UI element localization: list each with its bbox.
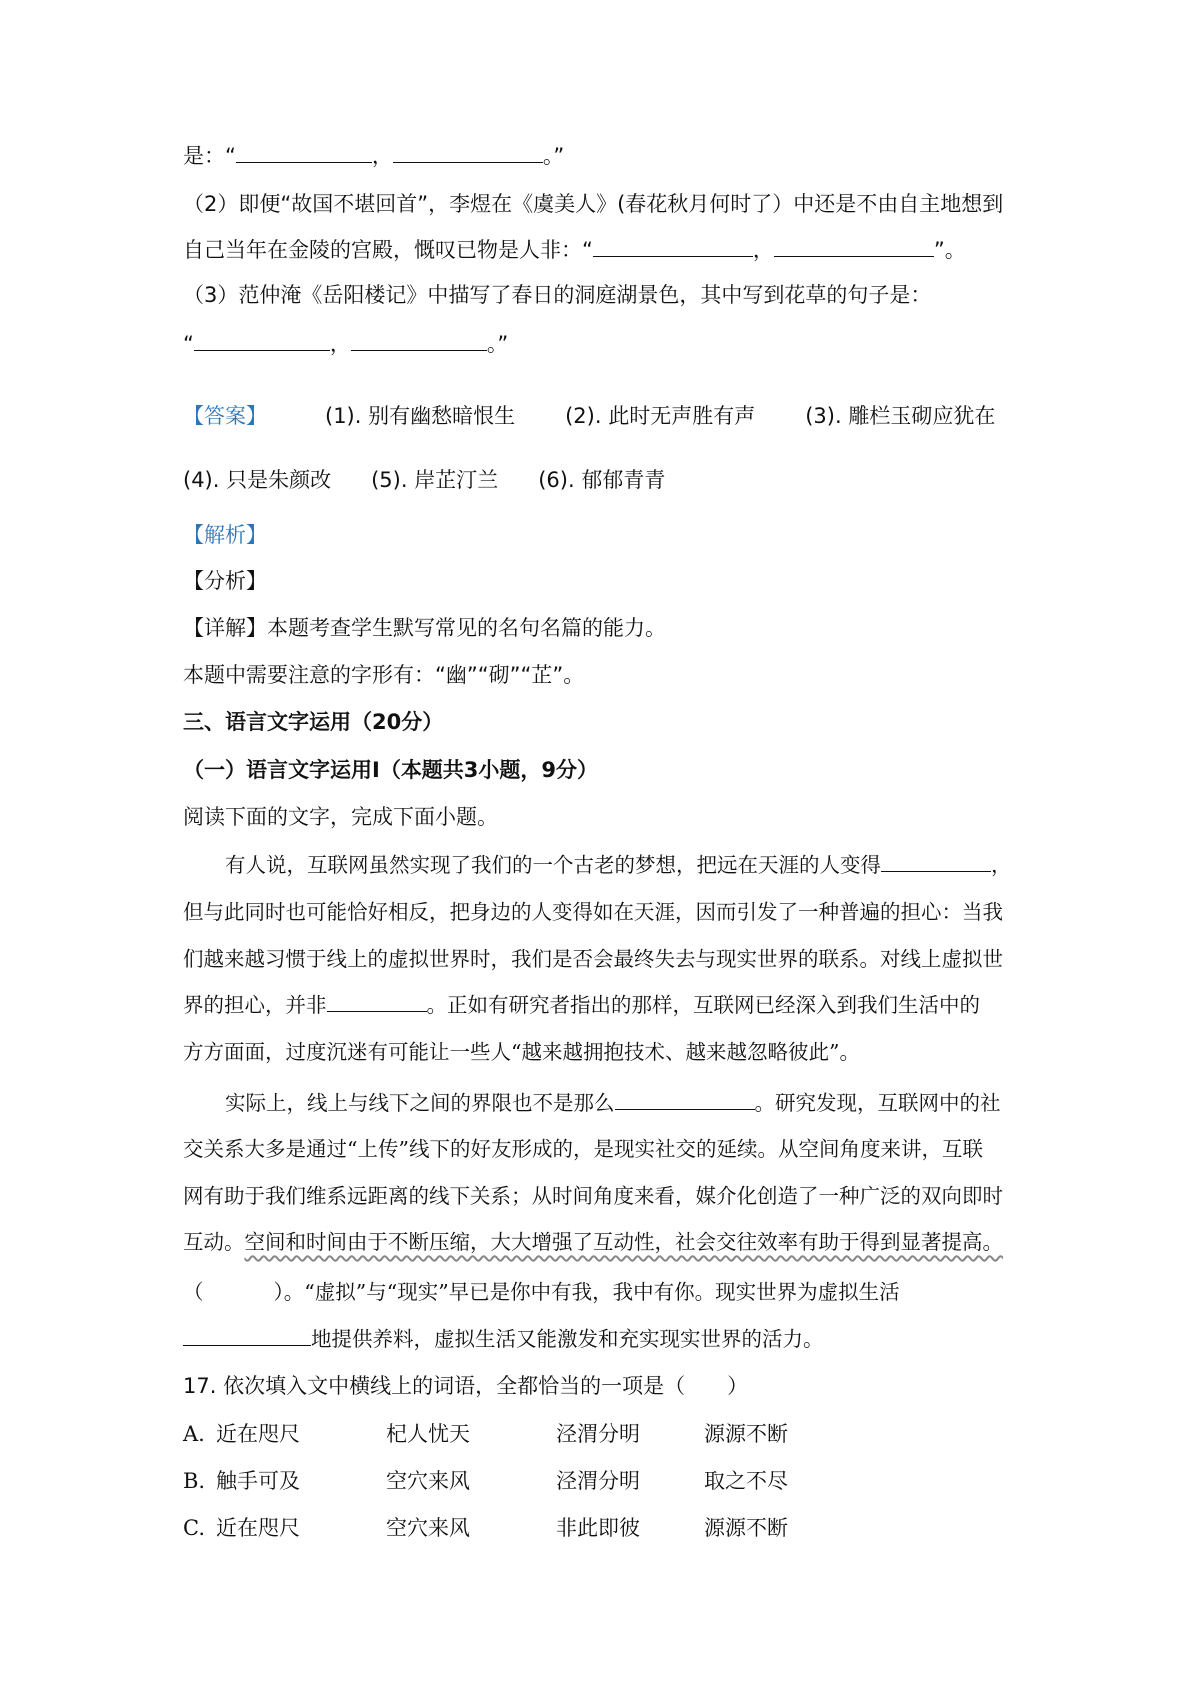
passage-p2-line-5: （ ）。“虚拟”与“现实”早已是你中有我，我中有你。现实世界为虚拟生活: [183, 1280, 900, 1304]
q16-line-4: （3）范仲淹《岳阳楼记》中描写了春日的洞庭湖景色，其中写到花草的句子是：: [183, 283, 932, 307]
analysis-detail: 【详解】本题考查学生默写常见的名句名篇的能力。: [183, 616, 666, 640]
answer-blank: [881, 853, 991, 872]
answer-blank: [236, 144, 372, 163]
answer-blank: [593, 238, 753, 257]
answer-row-1: 【答案】 (1). 别有幽愁暗恨生 (2). 此时无声胜有声 (3). 雕栏玉砌应犹在: [183, 404, 996, 428]
answer-blank: [393, 144, 543, 163]
q16-line-2: （2）即便“故国不堪回首”，李煜在《虞美人》(春花秋月何时了）中还是不由自主地想到: [183, 192, 1004, 216]
answer-blank: [327, 993, 427, 1012]
analysis-note: 本题中需要注意的字形有：“幽”“砌”“芷”。: [183, 663, 585, 687]
q17-stem: 17. 依次填入文中横线上的词语，全都恰当的一项是（ ）: [183, 1374, 749, 1398]
answer-blank: [351, 332, 487, 351]
passage-p2-line-4: 互动。空间和时间由于不断压缩，大大增强了互动性，社会交往效率有助于得到显著提高。: [183, 1230, 1003, 1254]
passage-p1-line-3: 们越来越习惯于线上的虚拟世界时，我们是否会最终失去与现实世界的联系。对线上虚拟世: [183, 947, 1003, 971]
passage-p2-line-2: 交关系大多是通过“上传”线下的好友形成的，是现实社交的延续。从空间角度来讲，互联: [183, 1137, 983, 1161]
answer-blank: [183, 1327, 311, 1346]
analysis-label: 【解析】: [183, 523, 267, 547]
section-instruction: 阅读下面的文字，完成下面小题。: [183, 805, 498, 829]
q16-line-1: 是：“ ， 。”: [183, 144, 565, 168]
passage-p1-line-5: 方方面面，过度沉迷有可能让一些人“越来越拥抱技术、越来越忽略彼此”。: [183, 1040, 860, 1064]
answer-row-2: (4). 只是朱颜改 (5). 岸芷汀兰 (6). 郁郁青青: [183, 468, 666, 492]
passage-p2-line-1: 实际上，线上与线下之间的界限也不是那么 。研究发现，互联网中的社: [225, 1091, 1001, 1115]
passage-p1-line-2: 但与此同时也可能恰好相反，把身边的人变得如在天涯，因而引发了一种普遍的担心：当我: [183, 900, 1003, 924]
q17-option-c[interactable]: C. 近在咫尺 空穴来风 非此即彼 源源不断: [183, 1516, 788, 1540]
wavy-underlined-sentence: 空间和时间由于不断压缩，大大增强了互动性，社会交往效率有助于得到显著提高。: [244, 1230, 1003, 1254]
q17-option-b[interactable]: B. 触手可及 空穴来风 泾渭分明 取之不尽: [183, 1469, 788, 1493]
passage-p1-line-1: 有人说，互联网虽然实现了我们的一个古老的梦想，把远在天涯的人变得 ，: [225, 853, 1012, 877]
analysis-fenxi: 【分析】: [183, 569, 267, 593]
section-subtitle: （一）语言文字运用Ⅰ（本题共3小题，9分）: [183, 758, 599, 782]
passage-p1-line-4: 界的担心，并非 。正如有研究者指出的那样，互联网已经深入到我们生活中的: [183, 993, 980, 1017]
answer-label: 【答案】: [183, 404, 267, 428]
answer-blank: [615, 1091, 755, 1110]
passage-p2-line-3: 网有助于我们维系远距离的线下关系；从时间角度来看，媒介化创造了一种广泛的双向即时: [183, 1184, 1003, 1208]
q16-line-5: “ ， 。”: [183, 332, 509, 356]
q17-option-a[interactable]: A. 近在咫尺 杞人忧天 泾渭分明 源源不断: [183, 1422, 788, 1446]
answer-blank: [774, 238, 934, 257]
section-title: 三、语言文字运用（20分）: [183, 710, 444, 734]
passage-p2-line-6: 地提供养料，虚拟生活又能激发和充实现实世界的活力。: [183, 1325, 824, 1353]
answer-blank: [194, 332, 330, 351]
q16-line-3: 自己当年在金陵的宫殿，慨叹已物是人非：“ ， ”。: [183, 238, 966, 262]
